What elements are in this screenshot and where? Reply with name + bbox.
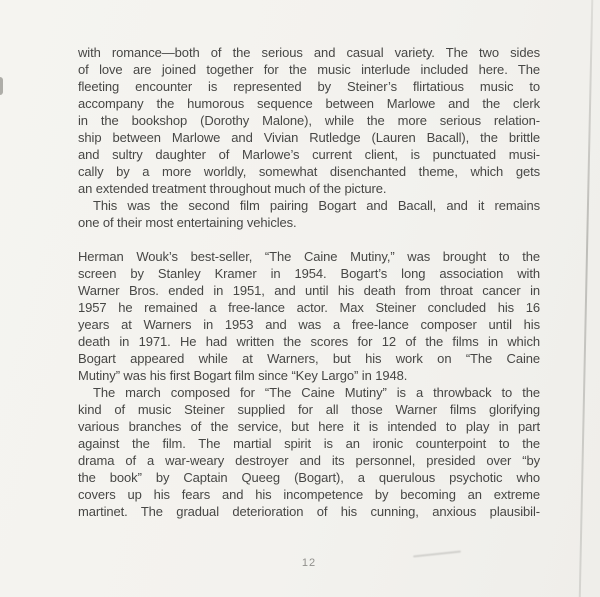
text-line: Herman Wouk’s best-seller, “The Caine Mutiny,” was brought to the xyxy=(78,249,540,264)
text-line: one of their most entertaining vehicles. xyxy=(78,215,297,230)
text-line: the book” by Captain Queeg (Bogart), a querulous psychotic who xyxy=(78,470,540,485)
text-line: The march composed for “The Caine Mutiny” is a throwback to the xyxy=(93,385,540,400)
text-line: Warner Bros. ended in 1951, and until his death from throat cancer in xyxy=(78,283,540,298)
text-line: ship between Marlowe and Vivian Rutledge (Lauren Bacall), the brittle xyxy=(78,130,540,145)
text-line: accompany the humorous sequence between Marlowe and the clerk xyxy=(78,96,540,111)
scan-edge-artifact-right xyxy=(579,0,594,597)
text-line: years at Warners in 1953 and was a free-lance composer until his xyxy=(78,317,540,332)
text-line: 1957 he remained a free-lance actor. Max Steiner concluded his 16 xyxy=(78,300,540,315)
text-line: covers up his fears and his incompetence by becoming an extreme xyxy=(78,487,540,502)
text-line: in the bookshop (Dorothy Malone), while the more serious relation- xyxy=(78,113,540,128)
page-number: 12 xyxy=(301,557,317,569)
paragraph-big-sleep-romance xyxy=(78,44,540,197)
text-line: against the film. The martial spirit is an ironic counterpoint to the xyxy=(78,436,540,451)
text-line: fleeting encounter is represented by Steiner’s flirtatious music to xyxy=(78,79,540,94)
paragraph-caine-mutiny-background xyxy=(78,248,540,384)
text-line: kind of music Steiner supplied for all those Warner films glorifying xyxy=(78,402,540,417)
text-line: This was the second film pairing Bogart and Bacall, and it remains xyxy=(93,198,540,213)
text-line: Bogart appeared while at Warners, but his work on “The Caine xyxy=(78,351,540,366)
text-line: and sultry daughter of Marlowe’s current client, is punctuated musi- xyxy=(78,147,540,162)
liner-notes-text-block xyxy=(78,44,540,520)
paragraph-bogart-bacall-pairing xyxy=(78,197,540,231)
text-line: an extended treatment throughout much of the picture. xyxy=(78,181,387,196)
text-line: death in 1971. He had written the scores for 12 of the films in which xyxy=(78,334,540,349)
text-line: drama of a war-weary destroyer and its personnel, presided over “by xyxy=(78,453,540,468)
text-line: cally by a more worldly, somewhat disenchanted theme, which gets xyxy=(78,164,540,179)
paragraph-caine-mutiny-march xyxy=(78,384,540,520)
text-line: of love are joined together for the music interlude included here. The xyxy=(78,62,540,77)
text-line: various branches of the service, but here it is intended to play in part xyxy=(78,419,540,434)
text-line: screen by Stanley Kramer in 1954. Bogart’s long association with xyxy=(78,266,540,281)
text-line: martinet. The gradual deterioration of his cunning, anxious plausibil- xyxy=(78,504,540,519)
text-line: with romance—both of the serious and casual variety. The two sides xyxy=(78,45,540,60)
text-line: Mutiny” was his first Bogart film since “Key Largo” in 1948. xyxy=(78,368,408,383)
scan-mark-artifact-left xyxy=(0,77,3,95)
